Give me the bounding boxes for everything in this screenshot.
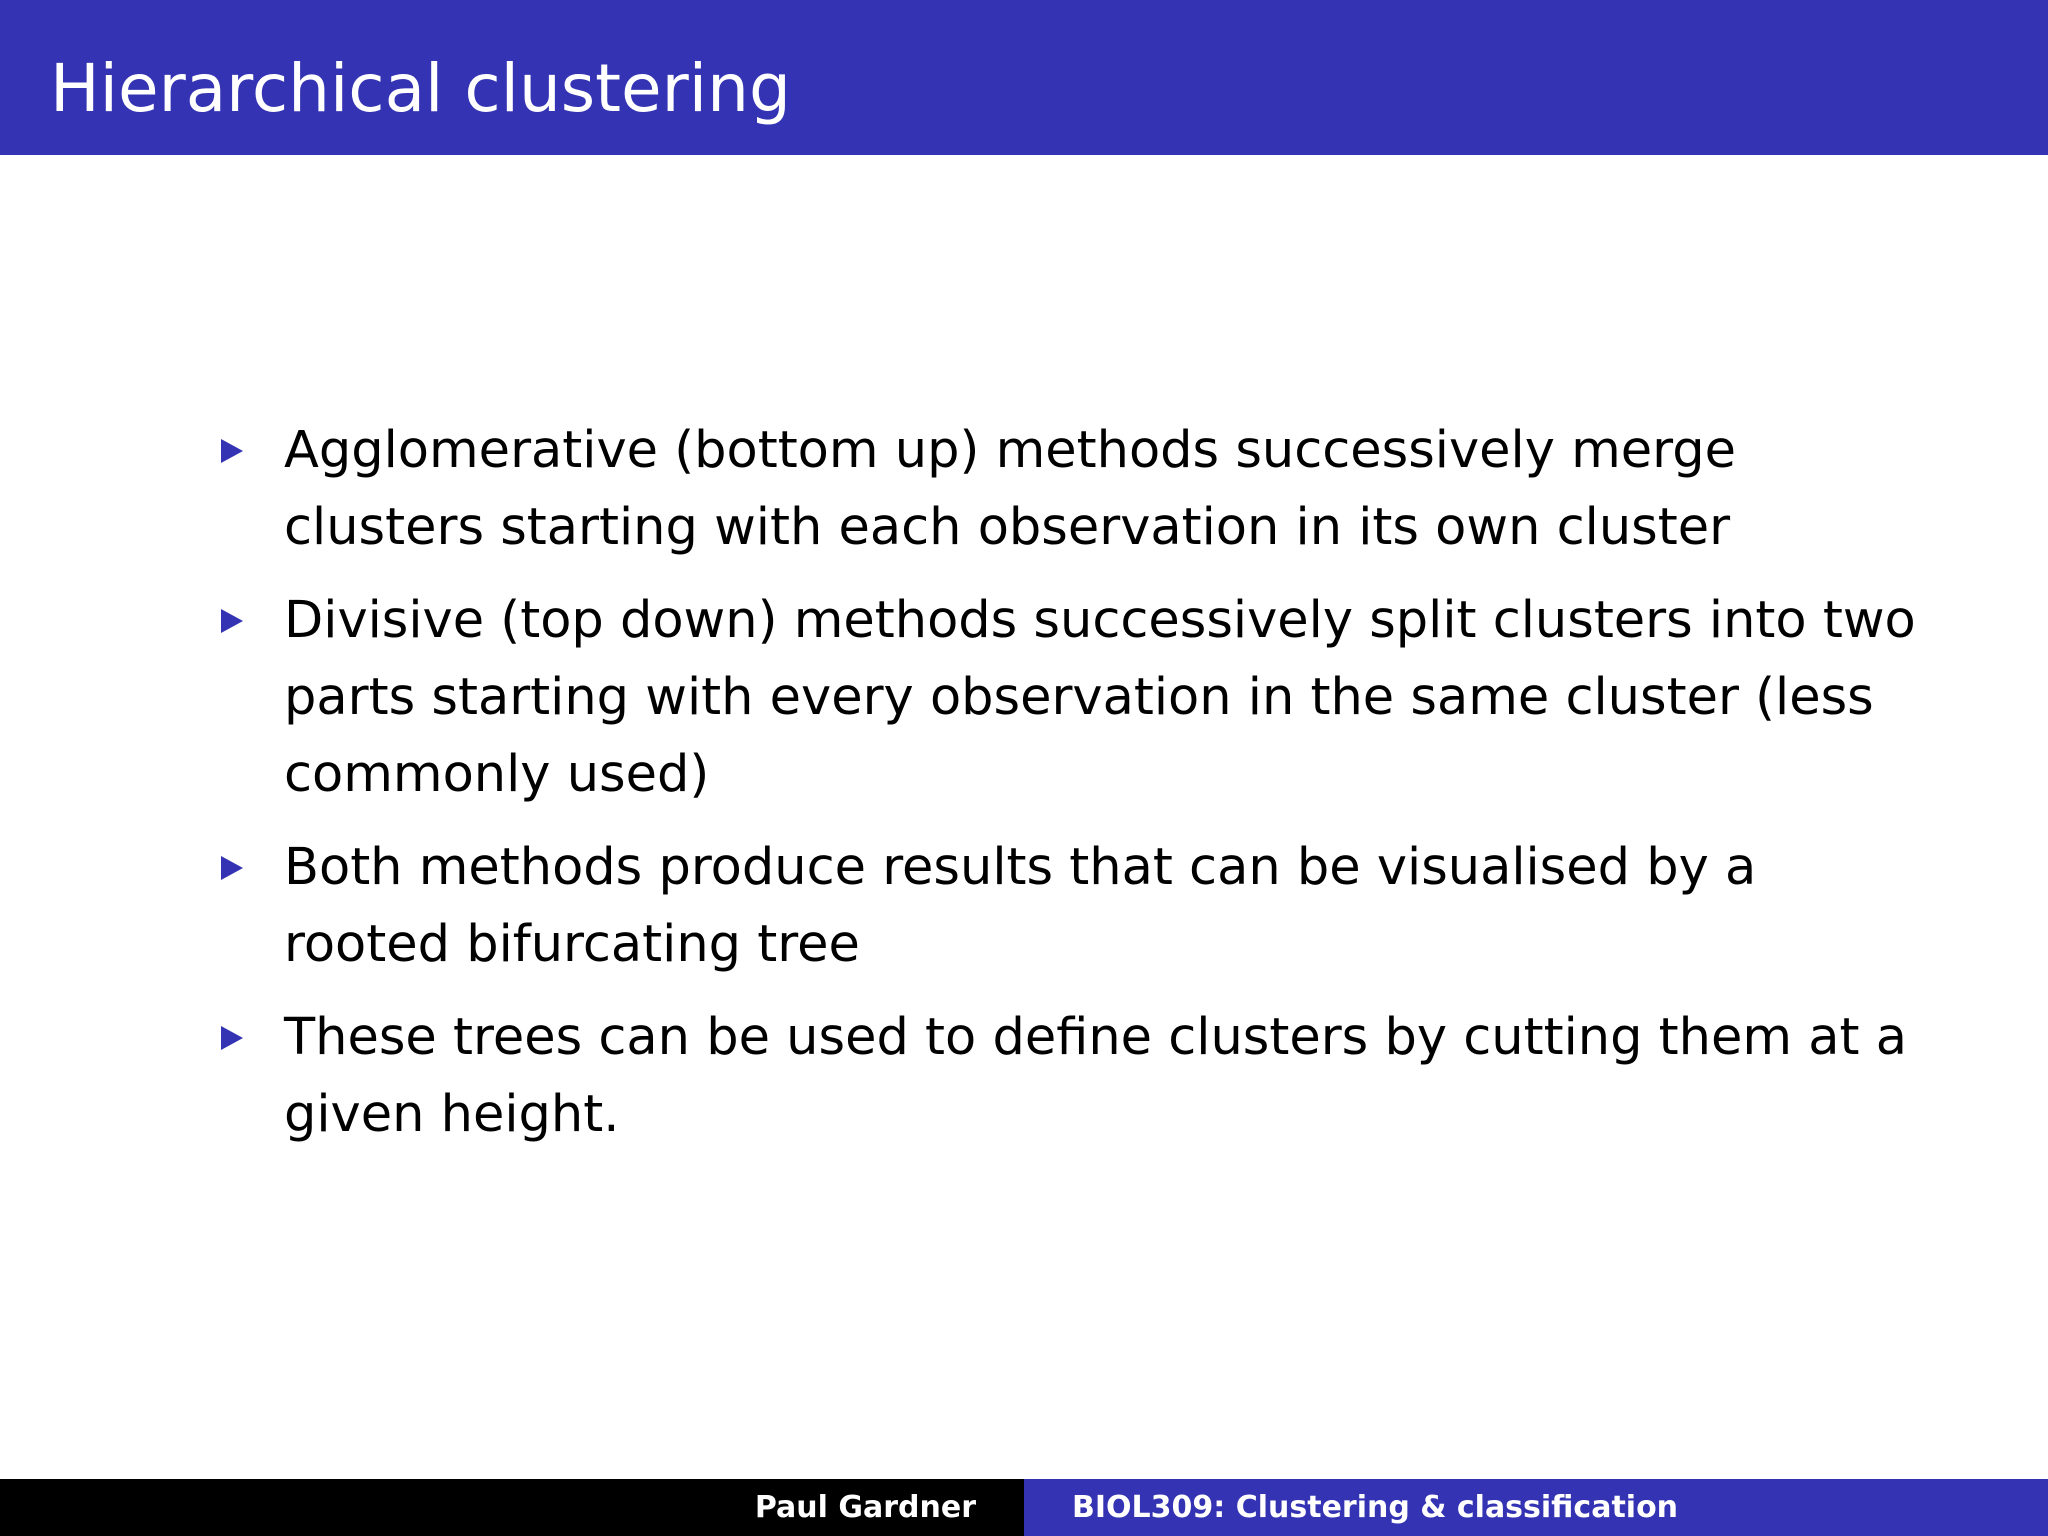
title-bar	[0, 0, 2048, 155]
footer-author: Paul Gardner	[754, 1490, 976, 1525]
bullet-text: These trees can be used to define clusters by cutting them at a given height.	[284, 1008, 1907, 1144]
footer-author-panel	[0, 1479, 1024, 1536]
bullet-list	[218, 412, 1918, 1169]
footer	[0, 1479, 2048, 1536]
triangle-right-icon	[221, 609, 243, 633]
bullet-item	[218, 829, 1918, 983]
bullet-item	[218, 412, 1918, 566]
bullet-item	[218, 999, 1918, 1153]
bullet-text: Both methods produce results that can be visualised by a rooted bifurcating tree	[284, 838, 1757, 974]
bullet-item	[218, 582, 1918, 813]
slide-title: Hierarchical clustering	[50, 50, 791, 127]
triangle-right-icon	[221, 856, 243, 880]
footer-course: BIOL309: Clustering & classification	[1072, 1490, 1679, 1525]
footer-course-panel	[1024, 1479, 2048, 1536]
bullet-text: Divisive (top down) methods successively split clusters into two parts starting with every observation in the same cluster (less commonly used)	[284, 591, 1916, 804]
triangle-right-icon	[221, 1026, 243, 1050]
bullet-text: Agglomerative (bottom up) methods successively merge clusters starting with each observation in its own cluster	[284, 421, 1736, 557]
triangle-right-icon	[221, 439, 243, 463]
